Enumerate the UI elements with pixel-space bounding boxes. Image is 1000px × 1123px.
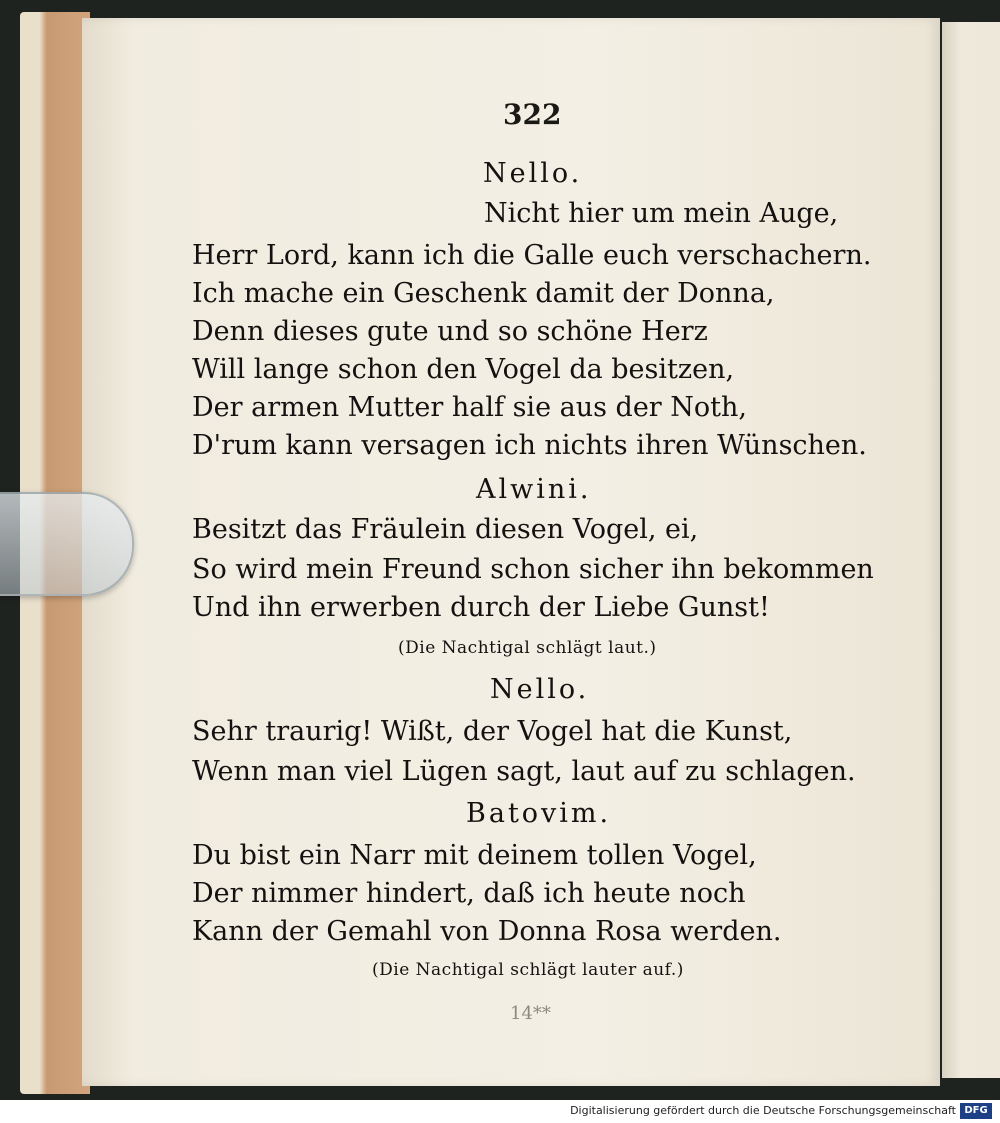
- bleed-through-text: [190, 160, 198, 189]
- verse-line: Wenn man viel Lügen sagt, laut auf zu schlagen.: [192, 756, 856, 787]
- dfg-logo[interactable]: DFG: [960, 1103, 992, 1119]
- verse-line: So wird mein Freund schon sicher ihn bekommen: [192, 554, 874, 585]
- verse-line: Herr Lord, kann ich die Galle euch verschachern.: [192, 240, 872, 271]
- verse-line: Nicht hier um mein Auge,: [484, 198, 839, 229]
- speaker-name: Alwini.: [476, 474, 592, 505]
- speaker-name: Nello.: [483, 158, 583, 189]
- verse-line: Kann der Gemahl von Donna Rosa werden.: [192, 916, 782, 947]
- verse-line: Sehr traurig! Wißt, der Vogel hat die Kunst,: [192, 716, 793, 747]
- page-clip: [0, 492, 134, 596]
- funding-credit: Digitalisierung gefördert durch die Deutsche Forschungsgemeinschaft: [570, 1104, 956, 1117]
- speaker-name: Nello.: [490, 674, 590, 705]
- verse-line: D'rum kann versagen ich nichts ihren Wünschen.: [192, 430, 867, 461]
- footer-bar: [0, 1100, 1000, 1123]
- verse-line: Du bist ein Narr mit deinem tollen Vogel,: [192, 840, 757, 871]
- signature-mark: 14**: [510, 1003, 551, 1024]
- verse-line: Besitzt das Fräulein diesen Vogel, ei,: [192, 514, 699, 545]
- adjacent-page-edge: [942, 22, 1000, 1078]
- verse-line: Der nimmer hindert, daß ich heute noch: [192, 878, 746, 909]
- stage-direction: (Die Nachtigal schlägt laut.): [398, 638, 657, 658]
- verse-line: Und ihn erwerben durch der Liebe Gunst!: [192, 592, 770, 623]
- page-number: 322: [503, 98, 562, 131]
- verse-line: Denn dieses gute und so schöne Herz: [192, 316, 708, 347]
- speaker-name: Batovim.: [466, 798, 612, 829]
- verse-line: Ich mache ein Geschenk damit der Donna,: [192, 278, 775, 309]
- verse-line: Will lange schon den Vogel da besitzen,: [192, 354, 735, 385]
- stage-direction: (Die Nachtigal schlägt lauter auf.): [372, 960, 684, 980]
- verse-line: Der armen Mutter half sie aus der Noth,: [192, 392, 748, 423]
